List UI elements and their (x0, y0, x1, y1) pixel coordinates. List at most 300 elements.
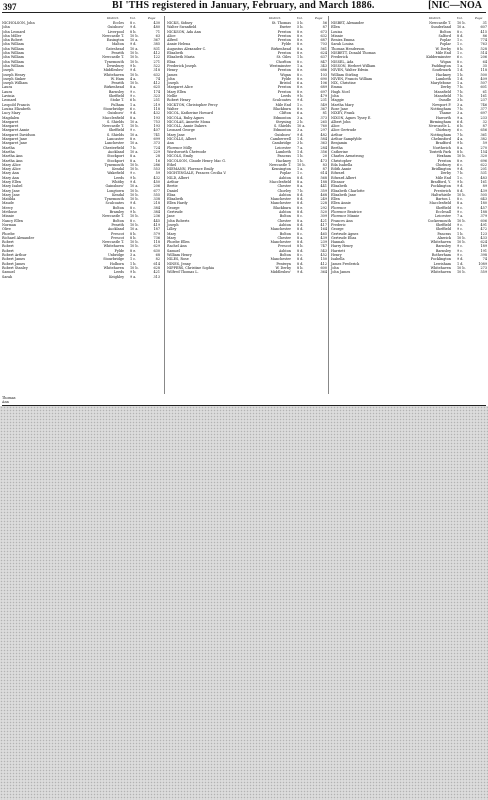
entry-volume: 8 e. (297, 85, 304, 90)
entry-name: Bertie (167, 184, 178, 189)
entry-volume: 9 a. (130, 274, 137, 279)
entry-district: Macclesfield (269, 179, 291, 184)
entry-volume: 8 d. (297, 192, 304, 197)
entry-volume: 1 b. (130, 261, 137, 266)
entry-page: 174 (153, 89, 160, 94)
entry-page: 543 (320, 248, 327, 253)
entry-page: 690 (320, 76, 327, 81)
entry-page: 417 (320, 222, 327, 227)
entry-name: Mary Ann (2, 175, 19, 180)
entry-page: 191 (480, 248, 487, 253)
entry-district: Sculcoates (105, 201, 124, 206)
entry-volume: 10 b. (457, 240, 466, 245)
entry-district: Stoke T. (110, 98, 124, 103)
entry-page: 71 (155, 29, 160, 34)
entry-page: 229 (153, 149, 160, 154)
entry-page: 483 (480, 175, 487, 180)
entry-district: Preston (277, 85, 291, 90)
entry-volume: 9 c. (130, 128, 137, 133)
entry-name: Bertha (331, 145, 343, 150)
entry-page: 421 (153, 270, 160, 275)
entry-name: James Frederick (331, 261, 360, 266)
entry-name: Margaret Jane (2, 137, 27, 142)
entry-name: William Stirling (331, 72, 358, 77)
entry-name: Benjamin (331, 141, 348, 146)
entry-volume: 8 c. (297, 231, 304, 236)
entry-district: Preston (277, 89, 291, 94)
entry-district: Southwark (432, 68, 451, 73)
entry-district: Prescot (111, 231, 124, 236)
entry-name: NICHOLSON, John (2, 21, 35, 25)
entry-name: NISBETT, Donald Thomas (331, 51, 376, 56)
register-column-1 (2, 16, 160, 394)
entry-name: NICOL, Katherine Howard (167, 111, 213, 116)
entry-page: 746 (480, 102, 487, 107)
entry-page: 61 (482, 89, 487, 94)
entry-name: Samuel (2, 270, 15, 275)
entry-name: Magdalen (2, 115, 20, 120)
entry-page: 68 (155, 253, 160, 258)
entry-name: Florence (331, 205, 347, 210)
entry-page: 297 (320, 128, 327, 133)
register-entry (2, 275, 160, 279)
entry-page: 637 (320, 55, 327, 60)
entry-name: NISSON, Herbert William (331, 63, 376, 68)
entry-district: Kendal (112, 167, 124, 172)
entry-name: Alice Gertrude (331, 128, 357, 133)
entry-page: 87 (482, 124, 487, 129)
blank-area (0, 406, 488, 800)
entry-volume: 10 b. (130, 59, 139, 64)
entry-page: 724 (153, 145, 160, 150)
entry-volume: 8 a. (297, 179, 304, 184)
entry-district: Bradford, Y. (430, 179, 451, 184)
entry-page: 439 (480, 188, 487, 193)
entry-volume: 8 c. (297, 214, 304, 219)
entry-district: Malton (111, 42, 124, 47)
entry-district: Stourbridge (103, 106, 124, 111)
entry-page: 584 (320, 137, 327, 142)
entry-volume: 9 d. (130, 25, 137, 30)
entry-volume: 8 d. (297, 240, 304, 245)
entry-name: Edward (331, 171, 345, 176)
entry-page: 239 (320, 240, 327, 245)
entry-page: 363 (320, 141, 327, 146)
entry-name: Joseph (2, 68, 14, 73)
entry-district: Stockport (107, 154, 124, 159)
entry-page: 313 (153, 274, 160, 279)
entry-district: Preston (437, 158, 451, 163)
header-rule (2, 12, 486, 13)
entry-volume: 9 d. (457, 257, 464, 262)
entry-name: John William (2, 51, 24, 56)
entry-district: Sheffield (108, 128, 124, 133)
entry-district: Pentwyn (276, 261, 291, 266)
entry-page: 561 (320, 46, 327, 51)
entry-district: Barton I. (435, 197, 451, 202)
entry-page: 457 (480, 205, 487, 210)
entry-page: 118 (153, 240, 160, 245)
entry-page: 629 (153, 244, 160, 249)
entry-volume: 8 b. (297, 244, 304, 249)
entry-volume: 6 c. (130, 106, 137, 111)
entry-name: Lucy Mary (2, 111, 21, 116)
entry-district: Edmonton (273, 128, 291, 133)
entry-district: Chester (277, 235, 291, 240)
entry-district: Newcastle T. (269, 162, 291, 167)
entry-page: 549 (320, 102, 327, 107)
entry-name: Elizabeth Maria (167, 55, 195, 60)
entry-name: Martha (2, 145, 15, 150)
entry-page: 632 (153, 72, 160, 77)
entry-name: NILES, Rose (167, 257, 189, 262)
entry-page: 338 (153, 197, 160, 202)
entry-name: Frederick Joseph (167, 63, 197, 68)
entry-district: Newcastle T. (429, 21, 451, 25)
entry-name: John William (2, 42, 24, 47)
entry-volume: 9 b. (130, 270, 137, 275)
entry-name: Gertrude Eliza (331, 235, 357, 240)
entry-volume: 7 b. (457, 106, 464, 111)
entry-name: Leonard George (167, 128, 195, 133)
entry-page: 83 (322, 162, 327, 167)
entry-name: Mary Isabel (2, 184, 23, 189)
entry-name: John William (2, 55, 24, 60)
entry-district: Penrith (111, 81, 124, 86)
entry-page: 385 (153, 42, 160, 47)
entry-volume: 8 a. (457, 201, 464, 206)
entry-page: 625 (153, 85, 160, 90)
entry-name: Walter (167, 106, 179, 111)
entry-volume: 8 b. (130, 235, 137, 240)
page-header (0, 0, 488, 12)
entry-volume: 8 d. (297, 222, 304, 227)
entry-volume: 1 a. (130, 102, 137, 107)
entry-volume: 10 a. (130, 132, 139, 137)
entry-page: 122 (153, 55, 160, 60)
entry-volume: 8 c. (130, 218, 137, 223)
entry-page: 482 (320, 132, 327, 137)
entry-district: Chester (277, 184, 291, 189)
entry-volume: 7 b. (457, 89, 464, 94)
entry-volume: 10 b. (130, 244, 139, 249)
entry-name: Mary (167, 231, 177, 236)
entry-volume: 1 b. (457, 231, 464, 236)
entry-volume: 8 e. (130, 137, 137, 142)
entry-district: Cockermouth (427, 218, 451, 223)
page-title: BI 'THS registered in January, February, and March 1886. (112, 0, 375, 11)
entry-page: 206 (153, 184, 160, 189)
entry-volume: 2 b. (297, 119, 304, 124)
entry-district: Mansfield (434, 89, 451, 94)
entry-district: Lanchester (104, 141, 124, 146)
entry-volume: 10 b. (457, 270, 466, 275)
entry-district: S. Shields (107, 119, 124, 124)
entry-name: NICOLSON, Claude Henry Mac G. (167, 158, 226, 163)
entry-name: Charles Armstrong (331, 154, 364, 159)
entry-district: Kidderminster (426, 55, 451, 60)
vol-heading: Vol. (130, 16, 136, 20)
entry-district: Chirbury (435, 162, 451, 167)
entry-volume: 9 d. (297, 98, 304, 103)
entry-volume: 10 a. (130, 38, 139, 43)
entry-page: 367 (320, 106, 327, 111)
entry-district: Sheffield (435, 227, 451, 232)
entry-name: John Miller (2, 33, 22, 38)
entry-district: Toxteth Park (429, 149, 451, 154)
entry-page: 432 (153, 111, 160, 116)
entry-volume: 7 a. (457, 214, 464, 219)
entry-page: 697 (480, 111, 487, 116)
entry-name: NISBET, Alexander (331, 21, 364, 25)
entry-volume: 8 e. (297, 205, 304, 210)
entry-volume: 8 e. (297, 51, 304, 56)
entry-volume: 1 d. (297, 137, 304, 142)
entry-volume: 8 b. (297, 265, 304, 270)
entry-district: Preston (277, 38, 291, 43)
entry-volume: 8 d. (297, 210, 304, 215)
entry-page: 382 (480, 137, 487, 142)
entry-name: John Leonard (2, 29, 26, 34)
entry-page: 441 (320, 184, 327, 189)
entry-page: 86 (482, 33, 487, 38)
entry-volume: 6 c. (457, 55, 464, 60)
entry-name: Margaret (2, 119, 19, 124)
entry-district: Chester (277, 218, 291, 223)
entry-name: Joseph (167, 81, 179, 86)
entry-page: 343 (320, 63, 327, 68)
entry-volume: 8 a. (297, 46, 304, 51)
entry-page: 607 (480, 25, 487, 30)
entry-district: Wakefield (107, 171, 124, 176)
entry-volume: 1 c. (297, 171, 304, 176)
entry-page: 741 (153, 132, 160, 137)
entry-page: 747 (320, 244, 327, 249)
entry-name: John William (2, 63, 24, 68)
entry-page: 233 (480, 115, 487, 120)
entry-district: Sheffield (435, 205, 451, 210)
entry-page: 774 (480, 38, 487, 43)
entry-district: St. Thomas (271, 21, 291, 25)
entry-volume: 5 b. (297, 21, 304, 25)
entry-district: Bolton (279, 214, 291, 219)
entry-volume: 1 c. (457, 175, 464, 180)
entry-district: Auckland (107, 227, 124, 232)
entry-volume: 7 a. (297, 145, 304, 150)
entry-name: Christopher (331, 158, 352, 163)
entry-page: 188 (320, 179, 327, 184)
entry-volume: 10 b. (130, 72, 139, 77)
entry-district: Lancaster (106, 137, 124, 142)
entry-page: 265 (320, 119, 327, 124)
entry-page: 479 (320, 94, 327, 99)
entry-district: Pocklington (430, 257, 451, 262)
entry-name: John Roberts (167, 218, 190, 223)
entry-district: Chesterfield (102, 145, 124, 150)
entry-name: NIEMANN, Florence Emily (167, 167, 214, 172)
entry-page: 56 (322, 21, 327, 25)
entry-district: Bolton (112, 218, 124, 223)
entry-district: Leeds (113, 175, 124, 180)
entry-name: Eda Isabella (331, 162, 353, 167)
entry-page: 412 (320, 261, 327, 266)
entry-district: Birmingham (429, 119, 451, 124)
entry-volume: 6 c. (457, 128, 464, 133)
entry-name: Augustus Alexander C. (167, 46, 207, 51)
entry-district: Fylde (114, 248, 124, 253)
entry-district: Stockport (107, 158, 124, 163)
entry-volume: 8 a. (130, 85, 137, 90)
entry-page: 63 (155, 33, 160, 38)
entry-page: 555 (153, 192, 160, 197)
entry-page: 614 (153, 261, 160, 266)
entry-name: Leonard (2, 98, 17, 103)
entry-name: Henry (331, 253, 342, 258)
entry-district: Nottingham (430, 132, 451, 137)
entry-name: NIPPERS, Christine Sophia (167, 265, 215, 270)
entry-page: 452 (320, 253, 327, 258)
entry-district: Dewsbury (106, 63, 124, 68)
entry-page: 87 (322, 167, 327, 172)
entry-district: Kensington (271, 167, 291, 172)
entry-volume: 10 a. (130, 227, 139, 232)
entry-page: 384 (153, 210, 160, 215)
entry-page: 356 (320, 149, 327, 154)
entry-district: Leicester (275, 145, 291, 150)
entry-volume: 8 c. (130, 205, 137, 210)
entry-district: Penrith (111, 51, 124, 56)
entry-name: Joseph Henry (2, 72, 26, 77)
entry-district: Newcastle L. (428, 124, 451, 129)
page-heading: Page (315, 16, 323, 20)
entry-name: NIGHTINGALE, Frances Cecilia V. (167, 171, 227, 176)
entry-name: Mary Jane (2, 192, 20, 197)
entry-page: 450 (153, 179, 160, 184)
entry-page: 154 (480, 149, 487, 154)
entry-district: Exeter (279, 25, 291, 30)
entry-district: Chirbury (435, 128, 451, 133)
entry-page: 622 (480, 162, 487, 167)
entry-district: Gateshead (105, 46, 124, 51)
entry-page: 412 (153, 51, 160, 56)
entry-name: NIVEN, Walter Edwin (331, 68, 369, 73)
entry-district: Blackburn (273, 106, 291, 111)
entry-name: Joseph (167, 222, 179, 227)
entry-volume: 7 b. (297, 188, 304, 193)
entry-district: Manchester (270, 201, 291, 206)
entry-volume: 7 b. (457, 132, 464, 137)
entry-volume: 3 a. (457, 102, 464, 107)
column-continuation (2, 396, 162, 405)
entry-name: Wordsworth Chetwode (167, 149, 207, 154)
entry-district: Lewisham (433, 261, 451, 266)
entry-district: Bolton (112, 205, 124, 210)
entry-name: Arthur Sampfylde (331, 137, 362, 142)
entry-volume: 8 d. (457, 188, 464, 193)
entry-name: Robert James (2, 261, 26, 266)
entry-page: 687 (320, 38, 327, 43)
entry-page: 189 (480, 244, 487, 249)
entry-district: Auckland (107, 149, 124, 154)
entry-page: 673 (320, 29, 327, 34)
entry-name: Margaret (2, 124, 19, 129)
entry-district: Leeds (113, 270, 124, 275)
entry-district: Bolton (279, 231, 291, 236)
entry-name: Mary Jane (2, 188, 20, 193)
entry-district: Stourbridge (103, 257, 124, 262)
entry-district: Whitehaven (430, 265, 451, 270)
entry-volume: 3 b. (457, 98, 464, 103)
entry-page: 273 (480, 265, 487, 270)
entry-district: Mile End (275, 102, 291, 107)
entry-name: Frederick (331, 55, 348, 60)
page-heading: Page (475, 16, 483, 20)
entry-name: Sarah (2, 274, 13, 279)
entry-district: Poplar (439, 42, 451, 47)
entry-district: Manchester (270, 197, 291, 202)
entry-volume: 9 c. (457, 244, 464, 249)
entry-volume: 3 a. (297, 128, 304, 133)
entry-name: Elizabeth (167, 197, 184, 202)
entry-volume: 9 d. (130, 111, 137, 116)
entry-district: Ashton (279, 210, 291, 215)
entry-district: Bolton (279, 253, 291, 258)
entry-volume: 8 a. (130, 154, 137, 159)
entry-volume: 10 b. (457, 192, 466, 197)
entry-volume: 10 a. (130, 149, 139, 154)
entry-page: 206 (480, 55, 487, 60)
entry-page: 531 (480, 171, 487, 176)
entry-district: Blackburn (273, 205, 291, 210)
entry-page: 228 (320, 201, 327, 206)
entry-district: Longtown (106, 188, 124, 193)
entry-name: Martha Ann (2, 154, 23, 159)
entry-page: 103 (320, 72, 327, 77)
entry-volume: 7 b. (457, 94, 464, 99)
entry-name: Ann (167, 141, 174, 146)
entry-name: Harriett (331, 248, 346, 253)
entry-district: Paddington (431, 63, 451, 68)
entry-name: Hannah (331, 240, 345, 245)
register-columns (2, 16, 486, 394)
entry-volume: 3 a. (297, 115, 304, 120)
entry-page: 528 (480, 46, 487, 51)
entry-name: NICKSON, Ada Ann (167, 29, 201, 34)
entry-page: 643 (480, 197, 487, 202)
entry-page: 601 (480, 85, 487, 90)
entry-page: 473 (320, 158, 327, 163)
entry-district: Newcastle T. (102, 124, 124, 129)
entry-page: 624 (320, 51, 327, 56)
entry-volume: 9 d. (130, 42, 137, 47)
entry-district: St. Giles (276, 55, 291, 60)
entry-district: Sculcoates (272, 98, 291, 103)
entry-name: Ellen Hardy (167, 201, 188, 206)
entry-name: Elizabeth Charlotte (331, 188, 365, 193)
entry-page: 359 (320, 188, 327, 193)
entry-page: 514 (480, 51, 487, 56)
entry-volume: 9 b. (297, 94, 304, 99)
register-entry (167, 270, 327, 274)
entry-name: Nancy Ellen (2, 218, 23, 223)
entry-name: Norman (2, 222, 17, 227)
entry-volume: 8 e. (297, 68, 304, 73)
entry-volume: 10 b. (130, 162, 139, 167)
entry-district: Bristol (279, 81, 291, 86)
entry-volume: 10 b. (457, 235, 466, 240)
entry-page: 35 (482, 63, 487, 68)
entry-page: 831 (153, 46, 160, 51)
